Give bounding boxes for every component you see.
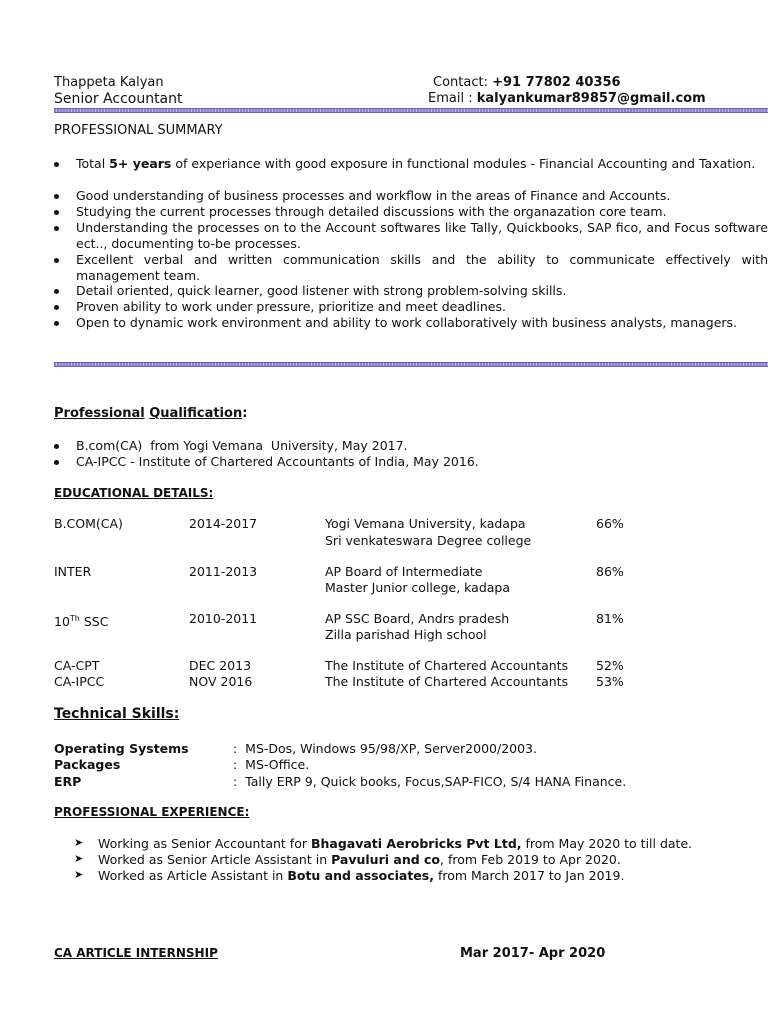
contact-label: Contact: bbox=[433, 75, 488, 90]
arrow-right-icon: ➤ bbox=[74, 836, 84, 849]
experience-heading: PROFESSIONAL EXPERIENCE: bbox=[54, 805, 250, 819]
bullet-dot-icon bbox=[54, 194, 59, 199]
bullet-dot-icon bbox=[54, 210, 59, 215]
internship-heading: CA ARTICLE INTERNSHIP bbox=[54, 946, 218, 960]
bullet-dot-icon bbox=[54, 162, 59, 167]
header-divider bbox=[54, 108, 768, 113]
bullet-dot-icon bbox=[54, 289, 59, 294]
bullet-dot-icon bbox=[54, 305, 59, 310]
email-value: kalyankumar89857@gmail.com bbox=[476, 91, 706, 106]
arrow-right-icon: ➤ bbox=[74, 868, 84, 881]
contact-value: +91 77802 40356 bbox=[492, 75, 621, 90]
summary-divider bbox=[54, 362, 768, 367]
bullet-dot-icon bbox=[54, 258, 59, 263]
candidate-name: Thappeta Kalyan bbox=[54, 75, 164, 90]
education-heading: EDUCATIONAL DETAILS: bbox=[54, 486, 214, 500]
arrow-right-icon: ➤ bbox=[74, 852, 84, 865]
summary-heading: PROFESSIONAL SUMMARY bbox=[54, 123, 223, 138]
bullet-dot-icon bbox=[54, 444, 59, 449]
bullet-dot-icon bbox=[54, 321, 59, 326]
contact-line bbox=[433, 75, 621, 90]
skills-heading: Technical Skills: bbox=[54, 706, 180, 722]
email-line bbox=[428, 91, 706, 106]
bullet-dot-icon bbox=[54, 226, 59, 231]
qualification-heading: Professional Qualification: bbox=[54, 406, 248, 421]
bullet-dot-icon bbox=[54, 460, 59, 465]
internship-period: Mar 2017- Apr 2020 bbox=[460, 946, 606, 961]
candidate-title: Senior Accountant bbox=[54, 91, 183, 107]
email-label: Email : bbox=[428, 91, 473, 106]
